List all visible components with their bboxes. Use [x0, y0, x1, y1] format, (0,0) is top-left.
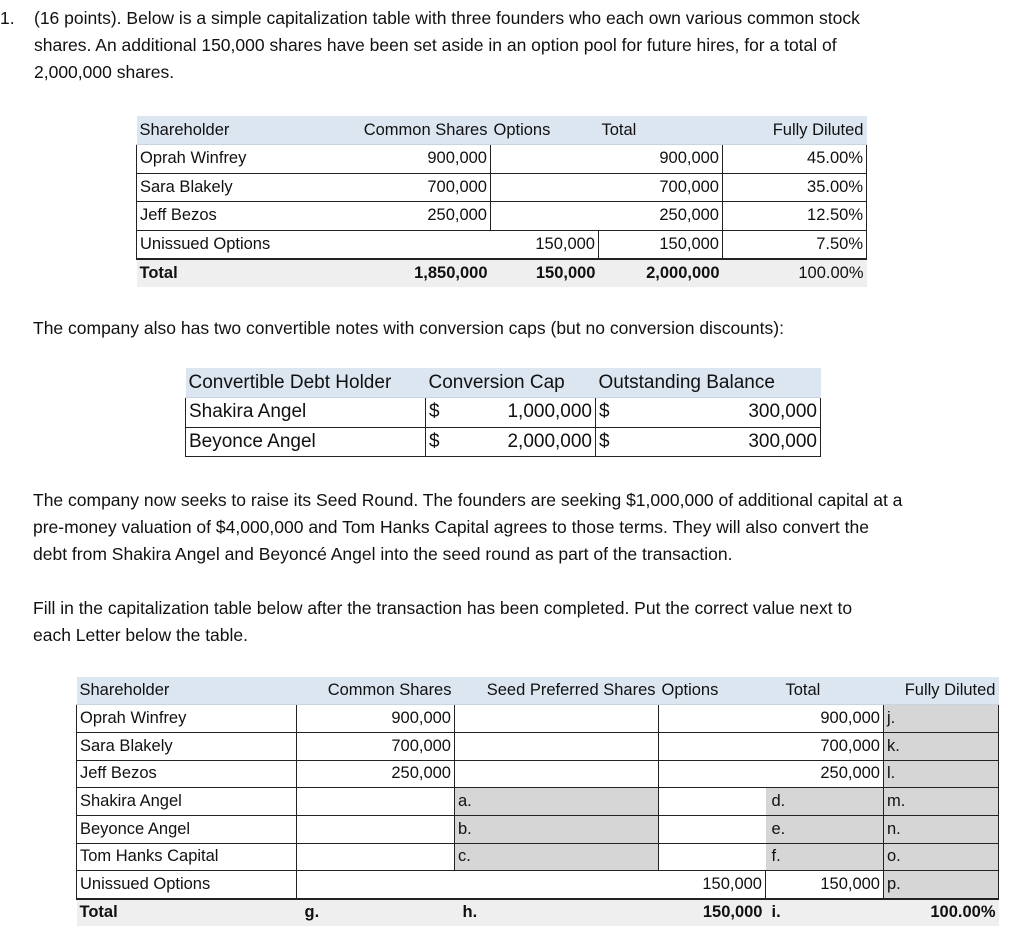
- col-header: Common Shares: [297, 677, 455, 705]
- answer-cell[interactable]: a.: [455, 788, 659, 816]
- total-row: [77, 899, 999, 927]
- cell-total: 150,000: [599, 230, 723, 259]
- col-header: Outstanding Balance: [596, 368, 821, 398]
- cell-fd: 100.00%: [884, 899, 999, 927]
- cell-name: Total: [137, 259, 323, 288]
- cell-total: 2,000,000: [599, 259, 723, 288]
- col-header: Total: [599, 116, 723, 145]
- cell-fd: 35.00%: [723, 173, 867, 202]
- instruction-line: each Letter below the table.: [33, 625, 249, 645]
- initial-cap-table: [136, 116, 867, 287]
- description-line: debt from Shakira Angel and Beyoncé Angel into the seed round as part of the transaction.: [33, 544, 733, 564]
- answer-cell[interactable]: g.: [297, 899, 455, 927]
- col-header: Conversion Cap: [426, 368, 596, 398]
- answer-cell[interactable]: e.: [766, 815, 884, 843]
- question-intro: [34, 5, 860, 86]
- cell-seed: [455, 760, 659, 788]
- table-row: [77, 705, 999, 733]
- description-line: The company now seeks to raise its Seed Round. The founders are seeking $1,000,000 of additional capital at a: [33, 490, 903, 510]
- cell-options: [659, 815, 766, 843]
- cell-options: [491, 202, 599, 231]
- cell-common: [297, 871, 455, 899]
- answer-cell[interactable]: f.: [766, 843, 884, 871]
- cell-fd: 12.50%: [723, 202, 867, 231]
- answer-cell[interactable]: m.: [884, 788, 999, 816]
- cell-name: Beyonce Angel: [77, 815, 297, 843]
- cell-common: 700,000: [323, 173, 491, 202]
- cell-total: 250,000: [766, 760, 884, 788]
- table-row: [77, 815, 999, 843]
- cell-common: 1,850,000: [323, 259, 491, 288]
- col-header: Total: [766, 677, 884, 705]
- cell-name: Tom Hanks Capital: [77, 843, 297, 871]
- table-row: [77, 760, 999, 788]
- cell-name: Oprah Winfrey: [137, 145, 323, 174]
- cell-common: 900,000: [323, 145, 491, 174]
- table-row: [186, 427, 821, 457]
- answer-cell[interactable]: k.: [884, 732, 999, 760]
- table-row: [77, 788, 999, 816]
- cell-options: 150,000: [491, 259, 599, 288]
- table-row: [137, 230, 867, 259]
- answer-cell[interactable]: c.: [455, 843, 659, 871]
- answer-cell[interactable]: i.: [766, 899, 884, 927]
- answer-cell[interactable]: j.: [884, 705, 999, 733]
- cell-balance-symbol: $: [596, 427, 626, 457]
- cell-total: 250,000: [599, 202, 723, 231]
- cell-options: [659, 843, 766, 871]
- cell-fd: 45.00%: [723, 145, 867, 174]
- cell-name: Jeff Bezos: [137, 202, 323, 231]
- cell-seed: [455, 732, 659, 760]
- col-header: Fully Diluted: [884, 677, 999, 705]
- notes-intro: The company also has two convertible notes with conversion caps (but no conversion discounts):: [33, 318, 784, 338]
- cell-name: Total: [77, 899, 297, 927]
- table-row: [137, 145, 867, 174]
- table-row: [77, 732, 999, 760]
- col-header: Options: [659, 677, 766, 705]
- answer-cell[interactable]: b.: [455, 815, 659, 843]
- answer-cell[interactable]: p.: [884, 871, 999, 899]
- cell-name: Sara Blakely: [77, 732, 297, 760]
- cell-fd: 100.00%: [723, 259, 867, 288]
- cell-total: 150,000: [766, 871, 884, 899]
- cell-options: [659, 705, 766, 733]
- col-header: Common Shares: [323, 116, 491, 145]
- cell-common: 250,000: [323, 202, 491, 231]
- cell-holder: Beyonce Angel: [186, 427, 426, 457]
- cell-common: [323, 230, 491, 259]
- col-header: Shareholder: [77, 677, 297, 705]
- cell-options: [491, 145, 599, 174]
- intro-line: 2,000,000 shares.: [34, 62, 175, 82]
- table-row: [186, 398, 821, 428]
- seed-round-description: [33, 487, 902, 568]
- instruction-line: Fill in the capitalization table below after the transaction has been completed. Put the correct value next to: [33, 598, 853, 618]
- answer-cell[interactable]: h.: [455, 899, 659, 927]
- cell-name: Unissued Options: [137, 230, 323, 259]
- cell-name: Oprah Winfrey: [77, 705, 297, 733]
- cell-options: 150,000: [659, 899, 766, 927]
- col-header: Shareholder: [137, 116, 323, 145]
- cell-common: [297, 788, 455, 816]
- table-row: [77, 843, 999, 871]
- cell-options: [659, 760, 766, 788]
- cell-cap: 1,000,000: [456, 398, 596, 428]
- table-header: [137, 116, 867, 145]
- cell-options: 150,000: [491, 230, 599, 259]
- cell-name: Unissued Options: [77, 871, 297, 899]
- cell-name: Sara Blakely: [137, 173, 323, 202]
- cell-seed: [455, 705, 659, 733]
- post-money-cap-table: [76, 677, 999, 926]
- answer-cell[interactable]: l.: [884, 760, 999, 788]
- cell-options: [659, 732, 766, 760]
- cell-cap-symbol: $: [426, 398, 456, 428]
- description-line: pre-money valuation of $4,000,000 and Tom Hanks Capital agrees to those terms. They will also convert the: [33, 517, 869, 537]
- answer-cell[interactable]: d.: [766, 788, 884, 816]
- cell-seed: [455, 871, 659, 899]
- intro-line: (16 points). Below is a simple capitalization table with three founders who each own various common stock: [34, 8, 860, 28]
- cell-name: Jeff Bezos: [77, 760, 297, 788]
- cell-common: [297, 815, 455, 843]
- cell-balance: 300,000: [626, 398, 821, 428]
- answer-cell[interactable]: o.: [884, 843, 999, 871]
- answer-cell[interactable]: n.: [884, 815, 999, 843]
- total-row: [137, 259, 867, 288]
- intro-line: shares. An additional 150,000 shares have been set aside in an option pool for future hires, for a total of: [34, 35, 837, 55]
- question-number: 1.: [0, 8, 15, 28]
- cell-cap: 2,000,000: [456, 427, 596, 457]
- cell-common: 250,000: [297, 760, 455, 788]
- cell-balance-symbol: $: [596, 398, 626, 428]
- col-header: Seed Preferred Shares: [455, 677, 659, 705]
- col-header: Fully Diluted: [723, 116, 867, 145]
- table-header: [186, 368, 821, 398]
- table-row: [137, 202, 867, 231]
- cell-options: [491, 173, 599, 202]
- col-header: Options: [491, 116, 599, 145]
- cell-common: 900,000: [297, 705, 455, 733]
- cell-fd: 7.50%: [723, 230, 867, 259]
- col-header: Convertible Debt Holder: [186, 368, 426, 398]
- cell-balance: 300,000: [626, 427, 821, 457]
- table-row: [137, 173, 867, 202]
- cell-cap-symbol: $: [426, 427, 456, 457]
- cell-total: 900,000: [766, 705, 884, 733]
- cell-total: 900,000: [599, 145, 723, 174]
- cell-common: [297, 843, 455, 871]
- table-header: [77, 677, 999, 705]
- cell-total: 700,000: [766, 732, 884, 760]
- table-row: [77, 871, 999, 899]
- cell-options: 150,000: [659, 871, 766, 899]
- cell-holder: Shakira Angel: [186, 398, 426, 428]
- cell-total: 700,000: [599, 173, 723, 202]
- cell-options: [659, 788, 766, 816]
- cell-name: Shakira Angel: [77, 788, 297, 816]
- instructions: [33, 595, 852, 649]
- cell-common: 700,000: [297, 732, 455, 760]
- convertible-notes-table: [185, 368, 821, 457]
